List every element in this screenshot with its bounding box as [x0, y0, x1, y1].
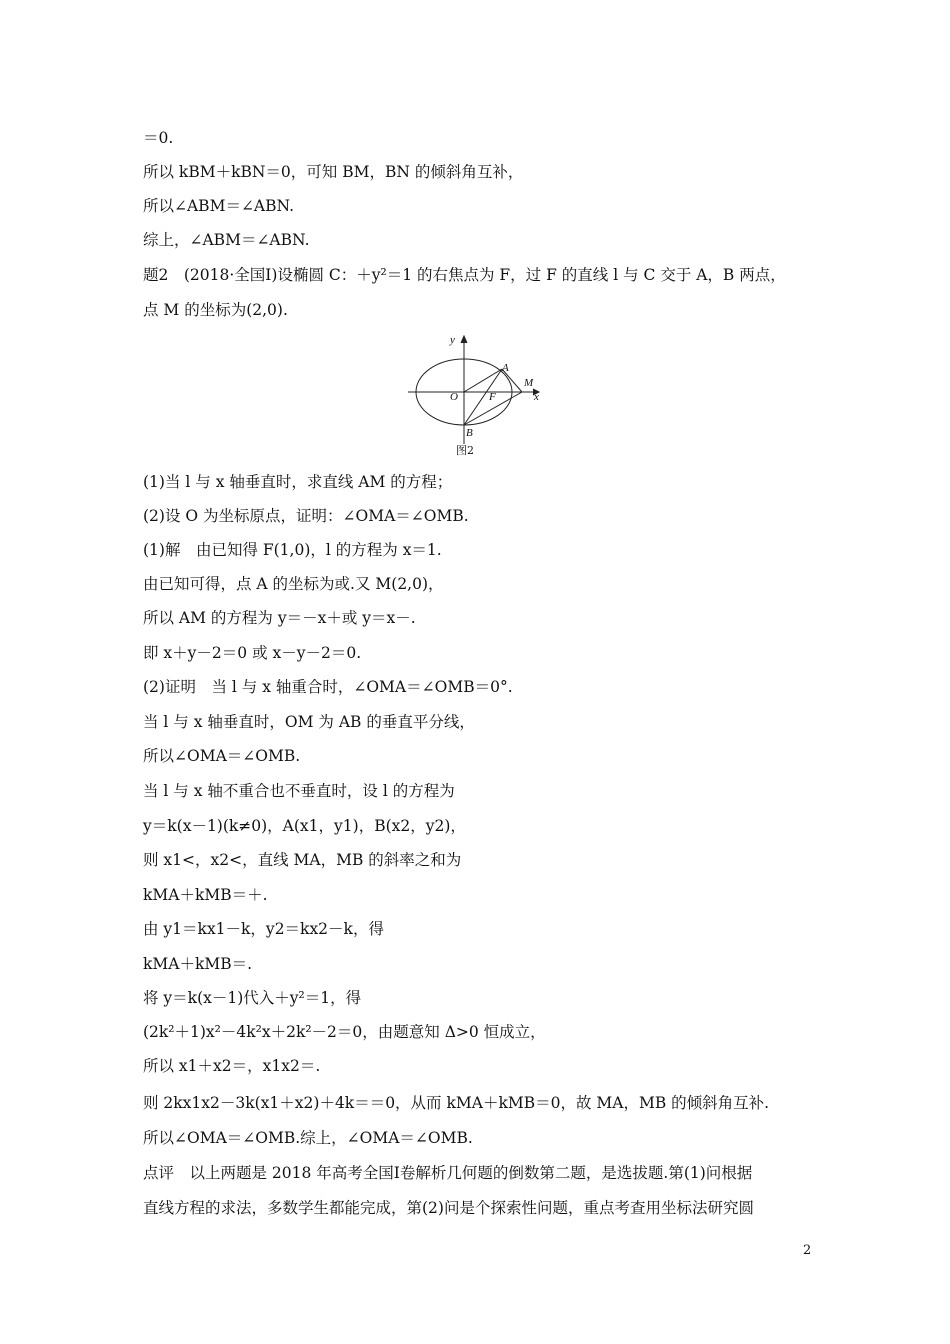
text-line: 所以 kBM＋kBN＝0，可知 BM，BN 的倾斜角互补，	[143, 163, 524, 181]
problem-2-line-2: 点 M 的坐标为(2,0).	[143, 301, 288, 319]
origin-label: O	[450, 391, 458, 403]
x-axis-label: x	[534, 391, 539, 403]
proof-line: (2k²＋1)x²－4k²x＋2k²－2＝0，由题意知 Δ>0 恒成立，	[143, 1023, 546, 1041]
proof-line: 所以∠OMA＝∠OMB.	[143, 747, 301, 765]
ellipse-diagram	[406, 332, 548, 458]
page-number: 2	[803, 1243, 812, 1258]
focus-label: F	[489, 391, 496, 403]
text-line: 所以∠ABM＝∠ABN.	[143, 197, 295, 215]
point-m-label: M	[524, 377, 534, 389]
text-line: ＝0.	[143, 129, 174, 147]
question-2: (2)设 O 为坐标原点，证明：∠OMA＝∠OMB.	[143, 507, 469, 525]
text-line: 综上，∠ABM＝∠ABN.	[143, 231, 310, 249]
proof-line: 由 y1＝kx1－k，y2＝kx2－k，得	[143, 920, 384, 938]
point-b-label: B	[466, 427, 473, 439]
proof-line: kMA＋kMB＝.	[143, 955, 253, 973]
proof-line: (2)证明 当 l 与 x 轴重合时，∠OMA＝∠OMB＝0°.	[143, 678, 513, 696]
proof-line: 所以∠OMA＝∠OMB.综上，∠OMA＝∠OMB.	[143, 1129, 473, 1147]
question-1: (1)当 l 与 x 轴垂直时，求直线 AM 的方程；	[143, 473, 453, 491]
solution-line: 所以 AM 的方程为 y＝－x＋或 y＝x－.	[143, 609, 416, 627]
solution-line: 即 x＋y－2＝0 或 x－y－2＝0.	[143, 644, 362, 662]
proof-line: 当 l 与 x 轴垂直时，OM 为 AB 的垂直平分线，	[143, 713, 475, 731]
y-axis-label: y	[450, 334, 455, 346]
comment-line-2: 直线方程的求法，多数学生都能完成，第(2)问是个探索性问题，重点考查用坐标法研究圆	[143, 1199, 754, 1217]
proof-line: 则 x1<，x2<，直线 MA，MB 的斜率之和为	[143, 851, 462, 869]
proof-line: 将 y＝k(x－1)代入＋y²＝1，得	[143, 989, 362, 1007]
proof-line: 当 l 与 x 轴不重合也不垂直时，设 l 的方程为	[143, 782, 455, 800]
comment-line-1: 点评 以上两题是 2018 年高考全国Ⅰ卷解析几何题的倒数第二题，是选拔题.第(1)问根据	[143, 1164, 753, 1182]
figure-caption: 图2	[456, 444, 474, 457]
proof-line: y＝k(x－1)(k≠0)，A(x1，y1)，B(x2，y2)，	[143, 817, 466, 835]
proof-line: 所以 x1＋x2＝，x1x2＝.	[143, 1057, 321, 1075]
ellipse-figure	[406, 332, 548, 458]
solution-line: 由已知可得，点 A 的坐标为或.又 M(2,0)，	[143, 575, 444, 593]
point-a-label: A	[502, 362, 509, 374]
solution-line: (1)解 由已知得 F(1,0)，l 的方程为 x＝1.	[143, 541, 442, 559]
problem-2-line-1: 题2 (2018·全国Ⅰ)设椭圆 C：＋y²＝1 的右焦点为 F，过 F 的直线 l 与 C 交于 A，B 两点，	[143, 266, 786, 284]
proof-line: 则 2kx1x2－3k(x1＋x2)＋4k＝＝0，从而 kMA＋kMB＝0，故 MA，MB 的倾斜角互补.	[143, 1094, 770, 1112]
proof-line: kMA＋kMB＝＋.	[143, 886, 268, 904]
